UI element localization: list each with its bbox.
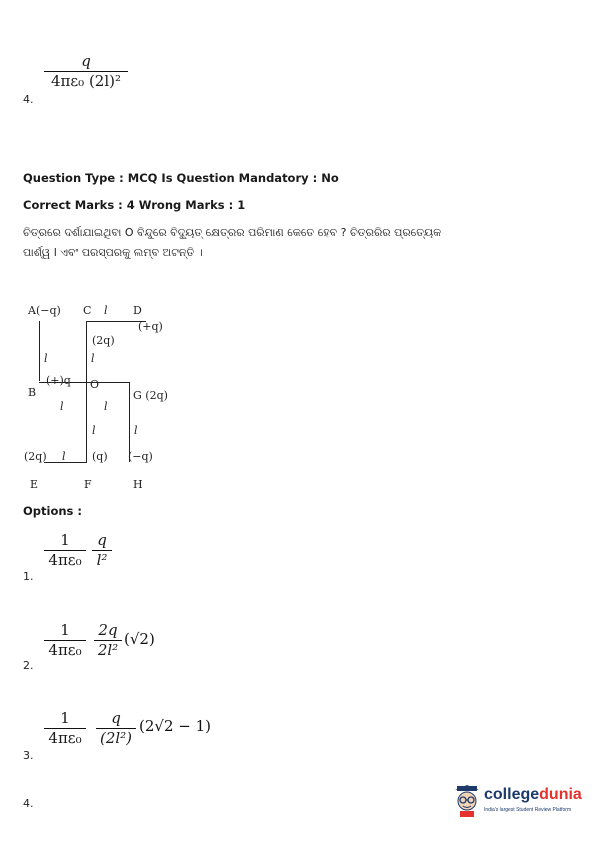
- brand-name-part1: college: [484, 786, 540, 803]
- option-number: 1.: [23, 570, 34, 583]
- label-q-F: (q): [92, 450, 108, 463]
- label-D: D: [133, 304, 142, 317]
- label-l-center: l: [104, 400, 108, 413]
- label-G: G (2q): [133, 389, 168, 402]
- brand-name-part2: dunia: [539, 786, 582, 803]
- label-F: F: [84, 478, 92, 491]
- label-minus-q-H: (−q): [128, 450, 153, 463]
- option-3-coefficient: 1 4πε₀: [44, 709, 86, 748]
- segment-F-vertical: [86, 382, 87, 462]
- option-number: 2.: [23, 659, 34, 672]
- brand-name: [484, 786, 582, 804]
- option-2-coefficient: 1 4πε₀: [44, 621, 86, 660]
- option-2-fraction: 2q 2l²: [94, 621, 122, 660]
- prev-option-denominator: 4πε₀ (2l)²: [50, 72, 121, 90]
- student-mascot-icon: [452, 784, 482, 818]
- option-1-fraction: q l²: [92, 531, 112, 570]
- label-2q-C: (2q): [92, 334, 115, 347]
- label-plus-q-D: (+q): [138, 320, 163, 333]
- label-B: B: [28, 386, 37, 399]
- option-3-suffix: (2√2 − 1): [139, 717, 211, 735]
- segment-CO: [86, 321, 87, 383]
- label-C: C: [83, 304, 92, 317]
- question-text: ଚିତ୍ରରେ ଦର୍ଶାଯାଇଥିବା O ବିନ୍ଦୁରେ ବିଦ୍ୟୁତ୍ କ୍ଷେତ୍ରର ପରିମାଣ କେତେ ହେବ ? ଚିତ୍ରରିର ପ୍ରତ୍ୟେକ ପାର୍ଶ୍ୱ l ଏବଂ ପରସ୍ପରକୁ ଲମ୍ବ ଅଟନ୍ତି ।: [23, 226, 442, 259]
- prev-option-fraction: [44, 52, 128, 91]
- option-3-fraction: q (2l²): [96, 709, 136, 748]
- label-l-mid-upper: l: [91, 352, 95, 365]
- label-O: O: [90, 378, 100, 391]
- label-H: H: [133, 478, 143, 491]
- brand-tagline: India's largest Student Review Platform: [484, 807, 572, 813]
- prev-option-number: 4.: [23, 93, 34, 106]
- label-l-left-mid: l: [60, 400, 64, 413]
- brand-logo: [452, 782, 582, 826]
- label-l-left-upper: l: [44, 352, 48, 365]
- label-l-lower-center: l: [92, 424, 96, 437]
- label-E: E: [30, 478, 39, 491]
- option-1-coefficient: 1 4πε₀: [44, 531, 86, 570]
- label-A: A(−q): [28, 304, 61, 317]
- label-l-right: l: [134, 424, 138, 437]
- label-l-bottom: l: [62, 450, 66, 463]
- label-plus-q-B: (+)q: [46, 374, 71, 387]
- options-heading: Options :: [23, 504, 82, 518]
- charge-diagram: [20, 300, 200, 495]
- prev-option-numerator: q: [81, 52, 91, 70]
- segment-CD: [86, 321, 146, 322]
- segment-AB: [39, 321, 40, 381]
- label-2q-E: (2q): [24, 450, 47, 463]
- question-type-line: Question Type : MCQ Is Question Mandatory : No: [23, 171, 339, 185]
- option-number: 3.: [23, 749, 34, 762]
- marks-line: Correct Marks : 4 Wrong Marks : 1: [23, 198, 246, 212]
- label-l-top: l: [104, 304, 108, 317]
- option-2-suffix: (√2): [124, 630, 155, 648]
- option-number: 4.: [23, 797, 34, 810]
